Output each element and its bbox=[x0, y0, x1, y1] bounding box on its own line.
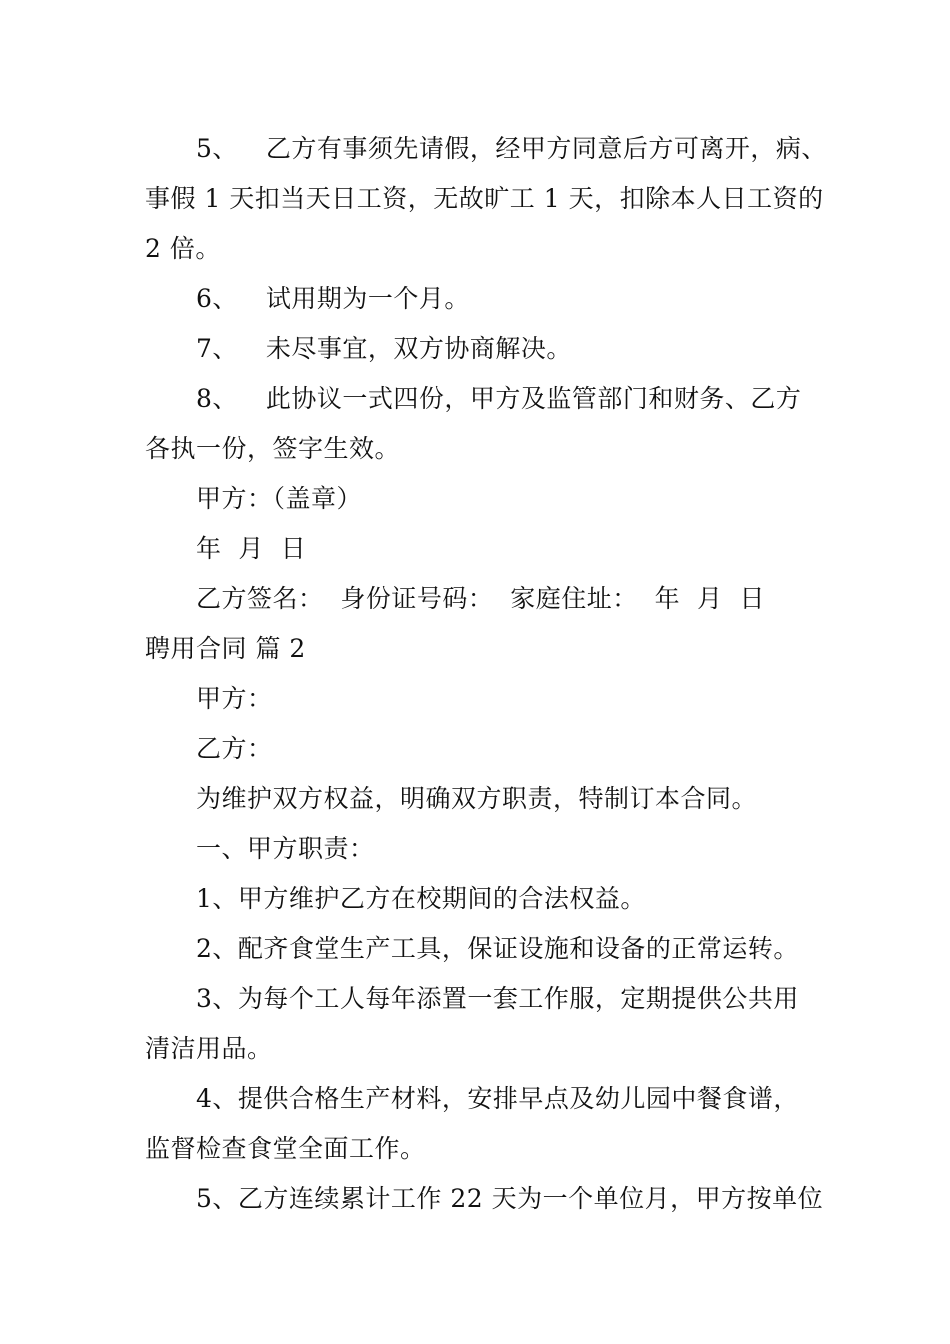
heading-party-a-duties: 一、甲方职责： bbox=[196, 834, 375, 863]
clause-number: 5、 bbox=[196, 134, 238, 163]
party-b-signature-line: 乙方签名： 身份证号码： 家庭住址： 年 月 日 bbox=[196, 584, 765, 613]
duty-3: 3、为每个工人每年添置一套工作服，定期提供公共用 bbox=[196, 984, 799, 1013]
clause-7 bbox=[196, 332, 572, 366]
date-line: 年 月 日 bbox=[196, 534, 307, 563]
party-a-label: 甲方： bbox=[196, 684, 273, 713]
clause-text: 试用期为一个月。 bbox=[265, 284, 470, 313]
clause-5-continued-end: 2 倍。 bbox=[145, 234, 221, 263]
section-title: 聘用合同 篇 2 bbox=[145, 634, 306, 663]
duty-5: 5、乙方连续累计工作 22 天为一个单位月，甲方按单位 bbox=[196, 1184, 824, 1213]
duty-3-continued: 清洁用品。 bbox=[145, 1034, 273, 1063]
clause-text: 乙方有事须先请假，经甲方同意后方可离开，病、 bbox=[265, 134, 827, 163]
party-b-label: 乙方： bbox=[196, 734, 273, 763]
clause-text: 此协议一式四份，甲方及监管部门和财务、乙方 bbox=[265, 384, 802, 413]
clause-number: 6、 bbox=[196, 284, 238, 313]
clause-5-continued: 事假 1 天扣当天日工资，无故旷工 1 天，扣除本人日工资的 bbox=[145, 184, 824, 213]
clause-5 bbox=[196, 132, 827, 166]
clause-8 bbox=[196, 382, 801, 416]
preamble: 为维护双方权益，明确双方职责，特制订本合同。 bbox=[196, 784, 758, 813]
duty-4: 4、提供合格生产材料，安排早点及幼儿园中餐食谱， bbox=[196, 1084, 799, 1113]
duty-1: 1、甲方维护乙方在校期间的合法权益。 bbox=[196, 884, 646, 913]
clause-6 bbox=[196, 282, 470, 316]
clause-text: 未尽事宜，双方协商解决。 bbox=[265, 334, 572, 363]
clause-number: 7、 bbox=[196, 334, 238, 363]
clause-number: 8、 bbox=[196, 384, 238, 413]
duty-4-continued: 监督检查食堂全面工作。 bbox=[145, 1134, 426, 1163]
clause-8-continued: 各执一份，签字生效。 bbox=[145, 434, 401, 463]
duty-2: 2、配齐食堂生产工具，保证设施和设备的正常运转。 bbox=[196, 934, 799, 963]
party-a-seal: 甲方：（盖章） bbox=[196, 484, 363, 513]
